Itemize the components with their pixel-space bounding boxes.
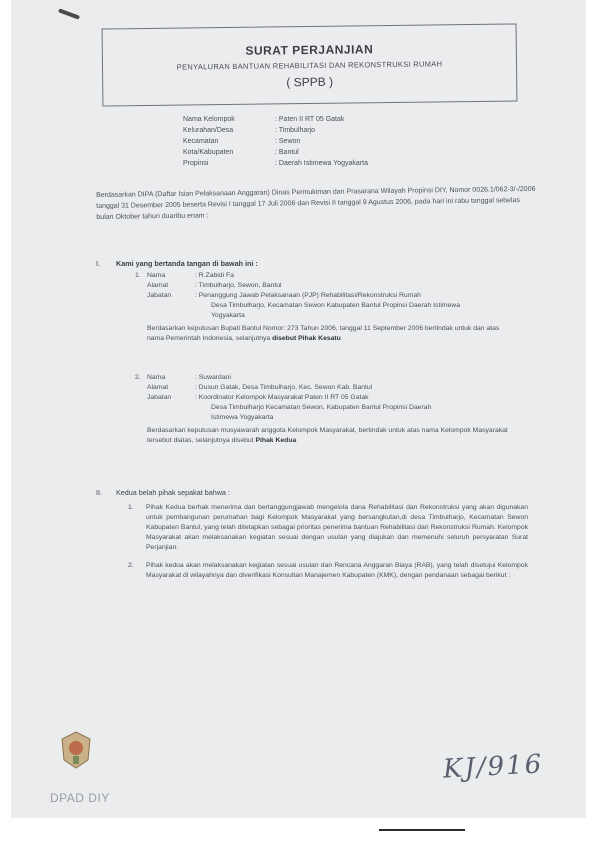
intro-paragraph: Berdasarkan DIPA (Daftar Isian Pelaksanaan Anggaran) Dinas Permukiman dan Prasarana Wilayah Propinsi DIY, Nomor 0026.1/062-3/-/2006 tanggal 31 Desember 2005 beserta Revisi I tanggal 17 Juli 2006 dan Revisi II tanggal 9 Agustus 2006, pada hari ini rabu tanggal sebelas bulan Oktober tahun duaribu enam : [96,185,536,221]
party-1 [135,271,515,344]
party-label: Alamat [147,282,169,289]
party-role: Pihak Kedua [255,437,297,444]
agreement-list [128,503,528,581]
party-row [135,393,515,403]
party-row [135,373,515,383]
identity-label: Kelurahan/Desa [183,127,234,134]
identity-row [183,147,368,158]
section-heading: Kedua belah pihak sepakat bahwa : [116,488,230,497]
party-2 [135,373,515,446]
handwritten-note: KJ/916 [442,749,544,785]
identity-row [183,125,368,136]
identity-value: : Paten II RT 05 Gatak [275,116,345,123]
identity-label: Kecamatan [183,138,219,145]
party-row [135,281,515,291]
party-continuation: Yogyakarta [211,312,245,319]
document-title: SURAT PERJANJIAN [245,42,374,58]
agreement-item [128,503,528,553]
section-1-heading [96,258,516,270]
header-box [102,23,518,106]
party-basis [135,426,515,446]
section-number: II. [96,488,102,497]
identity-label: Propinsi [183,160,209,167]
section-heading: Kami yang bertanda tangan di bawah ini : [116,259,258,268]
document-page [11,0,586,818]
identity-row [183,114,368,125]
party-label: Nama [147,374,166,381]
party-value: : Timbulharjo, Sewon, Bantul [195,282,282,289]
party-number: 2. [135,374,141,381]
document-code: ( SPPB ) [286,74,334,90]
identity-value: : Daerah Istimewa Yogyakarta [275,160,368,167]
party-continuation: Istimewa Yogyakarta [211,414,274,421]
agreement-text: Pihak Kedua berhak menerima dan bertanggungjawab mengelola dana Rehabilitasi dan Rekonstruksi yang akan digunakan untuk pembangunan perumahan bagi Kelompok Masyarakat yang bersangkutan,di desa Timbulharjo, Kecamatan Sewon Kabupaten Bantul, yang telah ditetapkan sebagai prioritas penerima bantuan Rehabilitasi dan Rekonstruksi Rumah. Kelompok Masyarakat akan melaksanakan kegiatan sesuai dengan usulan yang diajukan dan memenuhi seluruh persyaratan Surat Perjanjian. [146,504,528,551]
agreement-number: 2. [128,562,134,569]
party-value: : Dusun Gatak, Desa Timbulharjo, Kec. Sewon Kab. Bantul [195,384,373,391]
agreement-item [128,561,528,581]
party-value: : Penanggung Jawab Pelaksanaan (PJP) Rehabilitasi/Rekonstruksi Rumah [195,292,421,299]
identity-block [183,114,368,169]
party-row [135,291,515,301]
regional-seal-icon [59,730,93,770]
watermark-text: DPAD DIY [50,791,110,805]
party-number: 1. [135,272,141,279]
party-role: disebut Pihak Kesatu [272,335,341,342]
bottom-line [379,829,465,831]
agreement-text: Pihak kedua akan melaksanakan kegiatan sesuai usulan dan Rencana Anggaran Biaya (RAB), yang telah disetujui Kelompok Masyarakat di wilayahnya dan diverifikasi Konsultan Manajemen Kabupaten (KMK), dengan pendanaan sebagai berikut : [146,562,528,579]
party-label: Jabatan [147,292,172,299]
agreement-number: 1. [128,504,134,511]
party-value: : Koordinator Kelompok Masyarakat Paten II RT 05 Gatak [195,394,369,401]
party-label: Jabatan [147,394,172,401]
party-row [135,383,515,393]
staple-mark [58,8,80,19]
section-number: I. [96,259,100,268]
party-basis [135,324,515,344]
party-continuation: Desa Timbulharjo, Kecamatan Sewon Kabupaten Bantul Propinsi Daerah Istimewa [211,302,460,309]
identity-label: Nama Kelompok [183,116,235,123]
party-row [135,271,515,281]
party-label: Nama [147,272,166,279]
identity-row [183,158,368,169]
section-2-heading [96,487,516,499]
identity-value: : Sewon [275,138,301,145]
party-value: : R.Zabidi Fa [195,272,234,279]
identity-value: : Timbulharjo [275,127,316,134]
identity-value: : Bantul [275,149,299,156]
party-basis-text: Berdasarkan keputusan Bupati Bantul Nomor: 273 Tahun 2006, tanggal 11 September 2006 bertindak untuk dan atas nama Pemerintah Indonesia, selanjutnya [147,325,500,342]
document-subtitle: PENYALURAN BANTUAN REHABILITASI DAN REKONSTRUKSI RUMAH [176,59,443,72]
identity-row [183,136,368,147]
party-basis-text: Berdasarkan keputusan musyawarah anggota Kelompok Masyarakat, bertindak untuk atas nama Kelompok Masyarakat tersebut diatas, selanjutnya disebut [147,427,508,444]
party-value: : Suwardani [195,374,231,381]
identity-label: Kota/Kabupaten [183,149,234,156]
party-continuation: Desa Timbulharjo Kecamatan Sewon, Kabupaten Bantul Propinsi Daerah [211,404,432,411]
party-label: Alamat [147,384,169,391]
